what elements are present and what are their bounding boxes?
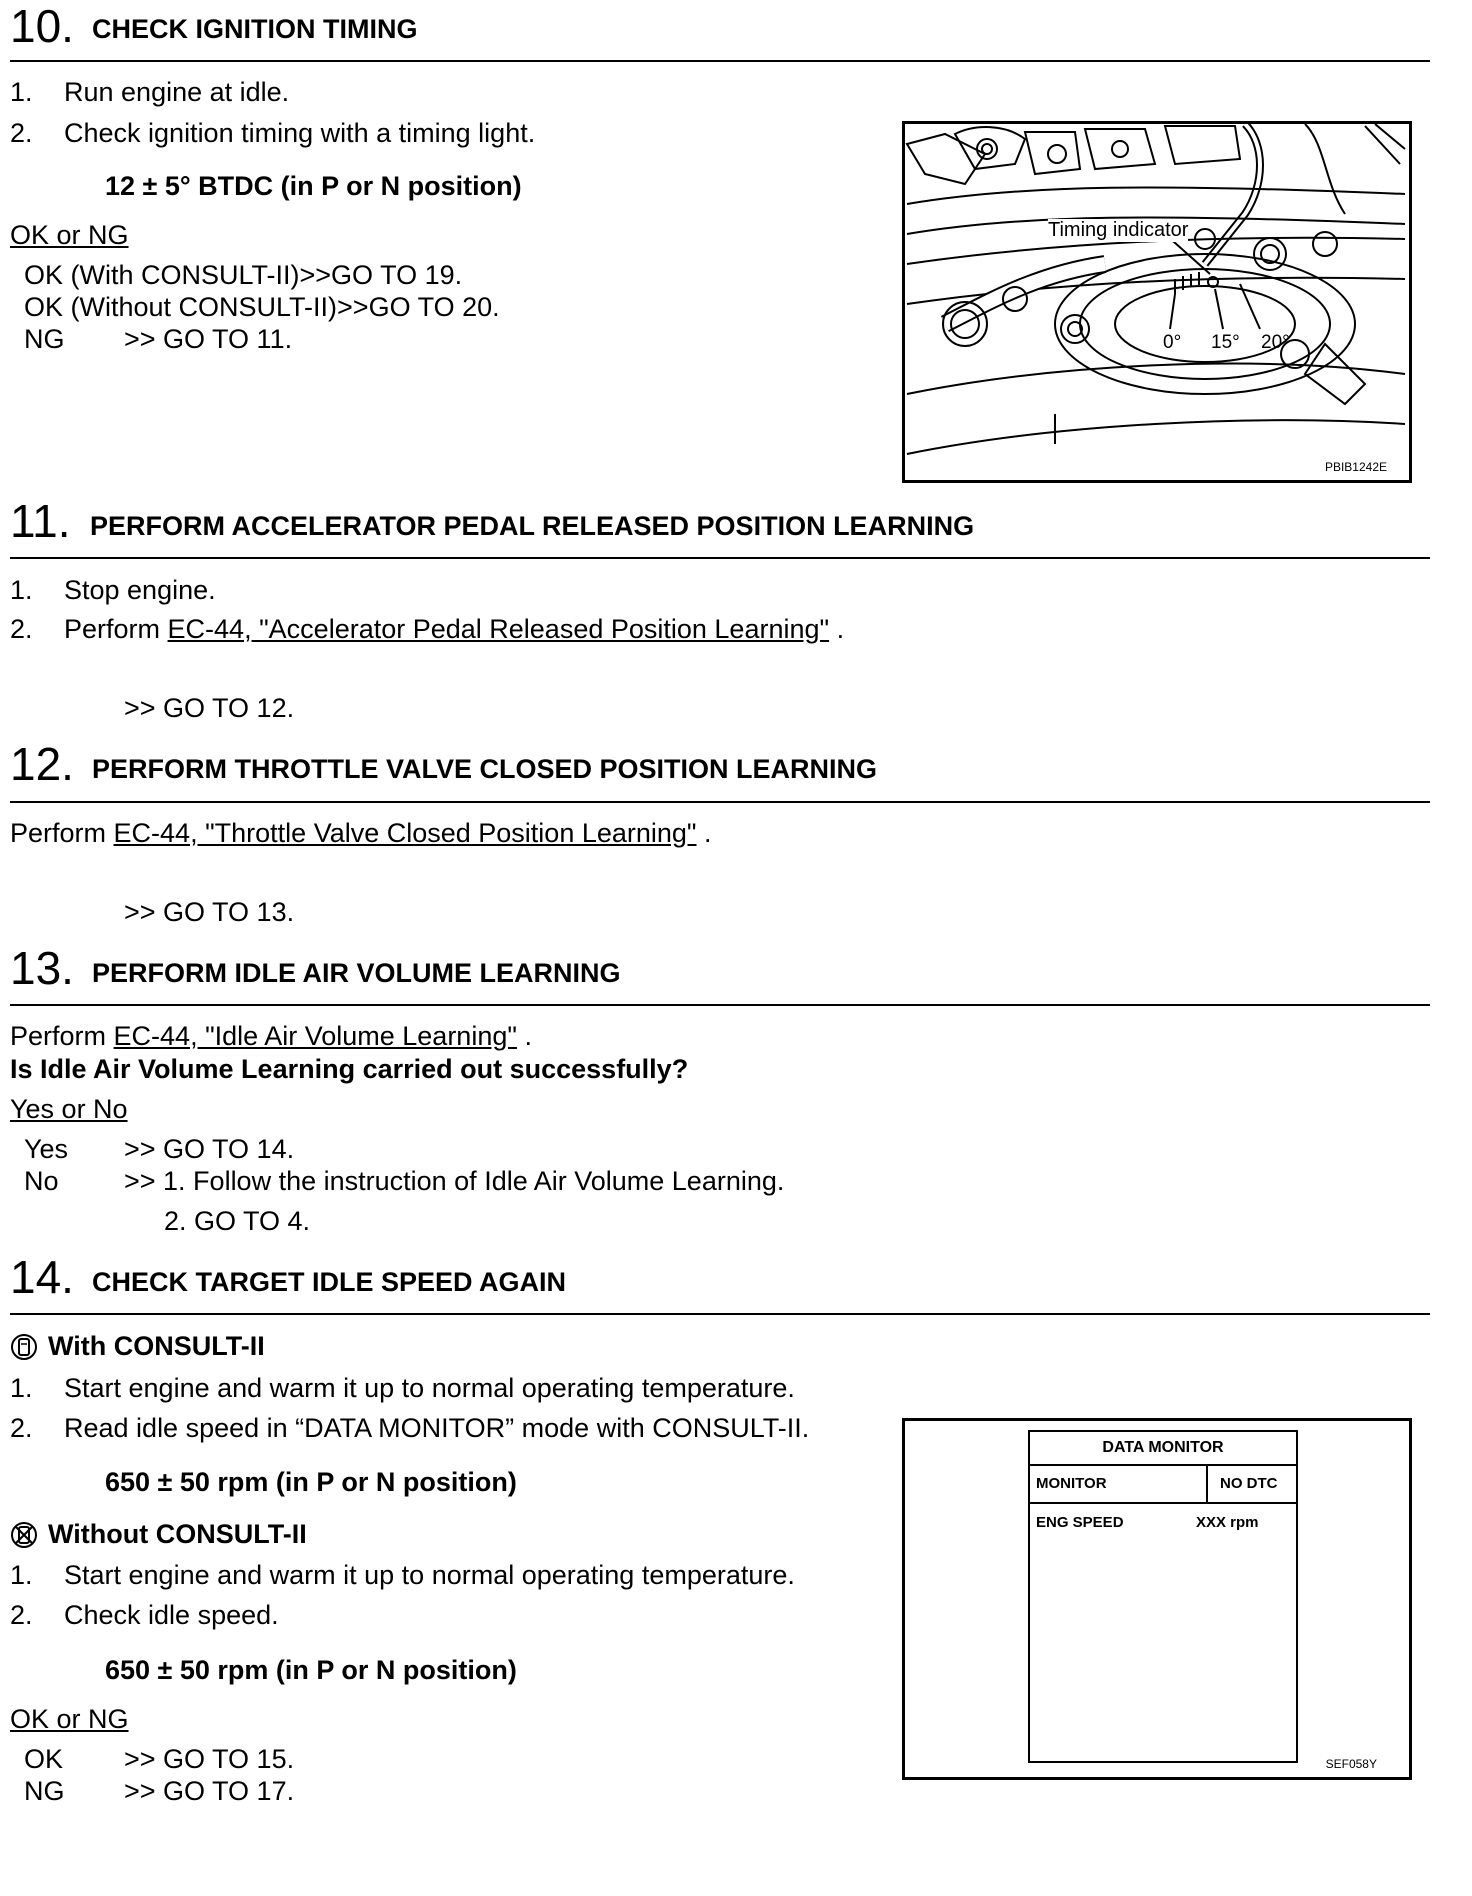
result-label: OK or NG bbox=[10, 1704, 129, 1734]
column-divider bbox=[1206, 1466, 1208, 1502]
figure-code: SEF058Y bbox=[1325, 1757, 1377, 1771]
result-key: No bbox=[24, 1166, 59, 1196]
trailing-period: . bbox=[836, 614, 845, 644]
result-goto: >> GO TO 17. bbox=[124, 1776, 295, 1806]
list-number: 1. bbox=[10, 1373, 33, 1403]
list-item: Stop engine. bbox=[64, 575, 216, 605]
trailing-period: . bbox=[524, 1021, 532, 1051]
result-key: NG bbox=[24, 1776, 65, 1806]
step-title-12: PERFORM THROTTLE VALVE CLOSED POSITION LEARNING bbox=[92, 754, 878, 784]
step-title-14: CHECK TARGET IDLE SPEED AGAIN bbox=[92, 1267, 567, 1297]
goto-instruction: >> GO TO 13. bbox=[124, 897, 295, 927]
result-goto: >> 1. Follow the instruction of Idle Air Volume Learning. bbox=[124, 1166, 785, 1196]
result-key: NG bbox=[24, 324, 65, 354]
list-number: 1. bbox=[10, 1560, 33, 1590]
list-item: Start engine and warm it up to normal operating temperature. bbox=[64, 1560, 795, 1590]
result-label: Yes or No bbox=[10, 1094, 128, 1124]
instruction-text: Perform bbox=[10, 818, 107, 848]
section-divider bbox=[10, 557, 1430, 559]
step-number-10: 10. bbox=[10, 0, 74, 52]
timing-mark-label: 15° bbox=[1211, 332, 1240, 353]
step-number-12: 12. bbox=[10, 738, 74, 790]
list-number: 2. bbox=[10, 118, 33, 148]
timing-mark-label: 20° bbox=[1261, 332, 1290, 353]
step-title-13: PERFORM IDLE AIR VOLUME LEARNING bbox=[92, 958, 621, 988]
monitor-header-row bbox=[1030, 1466, 1296, 1504]
list-number: 2. bbox=[10, 1413, 33, 1443]
result-label: OK or NG bbox=[10, 220, 129, 250]
engine-pulley-illustration bbox=[905, 124, 1409, 480]
spec-value: 650 ± 50 rpm (in P or N position) bbox=[105, 1655, 517, 1685]
monitor-status-label: NO DTC bbox=[1220, 1475, 1278, 1492]
list-item: Check ignition timing with a timing light. bbox=[64, 118, 536, 148]
result-goto: >> GO TO 15. bbox=[124, 1744, 295, 1774]
step-title-10: CHECK IGNITION TIMING bbox=[92, 14, 418, 44]
section-divider bbox=[10, 60, 1430, 62]
result-key: OK bbox=[24, 1744, 64, 1774]
instruction-with-link bbox=[10, 817, 712, 849]
data-monitor-figure bbox=[902, 1418, 1412, 1780]
list-number: 1. bbox=[10, 575, 33, 605]
no-consult-icon bbox=[10, 1521, 38, 1554]
reference-link[interactable]: EC-44, "Accelerator Pedal Released Position Learning" bbox=[167, 614, 830, 644]
step-title-11: PERFORM ACCELERATOR PEDAL RELEASED POSITION LEARNING bbox=[90, 511, 975, 541]
with-consult-heading: With CONSULT-II bbox=[48, 1331, 265, 1361]
list-item: Run engine at idle. bbox=[64, 77, 290, 107]
result-item: OK (With CONSULT-II)>>GO TO 19. bbox=[24, 260, 463, 290]
reference-link[interactable]: EC-44, "Idle Air Volume Learning" bbox=[113, 1021, 517, 1051]
result-goto: >> GO TO 14. bbox=[124, 1134, 295, 1164]
section-divider bbox=[10, 1004, 1430, 1006]
result-goto: >> GO TO 11. bbox=[124, 324, 293, 354]
list-number: 2. bbox=[10, 1600, 33, 1630]
result-key: Yes bbox=[24, 1134, 69, 1164]
timing-indicator-label: Timing indicator bbox=[1048, 219, 1189, 241]
monitor-screen bbox=[1028, 1430, 1298, 1763]
list-item-with-link bbox=[64, 613, 844, 645]
list-number: 1. bbox=[10, 77, 33, 107]
instruction-with-link bbox=[10, 1020, 532, 1052]
figure-code: PBIB1242E bbox=[1324, 460, 1387, 474]
monitor-row-label: ENG SPEED bbox=[1036, 1514, 1124, 1531]
list-item: Check idle speed. bbox=[64, 1600, 279, 1630]
result-item: OK (Without CONSULT-II)>>GO TO 20. bbox=[24, 292, 500, 322]
instruction-text: Perform bbox=[10, 1021, 107, 1051]
step-number-11: 11. bbox=[10, 495, 71, 547]
spec-value: 650 ± 50 rpm (in P or N position) bbox=[105, 1467, 517, 1497]
list-number: 2. bbox=[10, 614, 33, 644]
step-number-14: 14. bbox=[10, 1251, 74, 1303]
timing-figure bbox=[902, 121, 1412, 483]
consult-icon bbox=[10, 1333, 38, 1366]
list-item-text: Perform bbox=[64, 614, 161, 644]
monitor-col-label: MONITOR bbox=[1036, 1475, 1107, 1492]
without-consult-heading: Without CONSULT-II bbox=[48, 1519, 307, 1549]
reference-link[interactable]: EC-44, "Throttle Valve Closed Position Learning" bbox=[113, 818, 697, 848]
monitor-row-value: XXX rpm bbox=[1196, 1514, 1259, 1531]
trailing-period: . bbox=[704, 818, 712, 848]
step-number-13: 13. bbox=[10, 942, 74, 994]
question-text: Is Idle Air Volume Learning carried out successfully? bbox=[10, 1054, 689, 1084]
monitor-title: DATA MONITOR bbox=[1030, 1432, 1296, 1466]
list-item: Read idle speed in “DATA MONITOR” mode with CONSULT-II. bbox=[64, 1413, 810, 1443]
timing-mark-label: 0° bbox=[1163, 332, 1182, 353]
result-goto: 2. GO TO 4. bbox=[164, 1206, 311, 1236]
section-divider bbox=[10, 801, 1430, 803]
spec-value: 12 ± 5° BTDC (in P or N position) bbox=[105, 171, 522, 201]
goto-instruction: >> GO TO 12. bbox=[124, 693, 295, 723]
section-divider bbox=[10, 1313, 1430, 1315]
list-item: Start engine and warm it up to normal operating temperature. bbox=[64, 1373, 795, 1403]
